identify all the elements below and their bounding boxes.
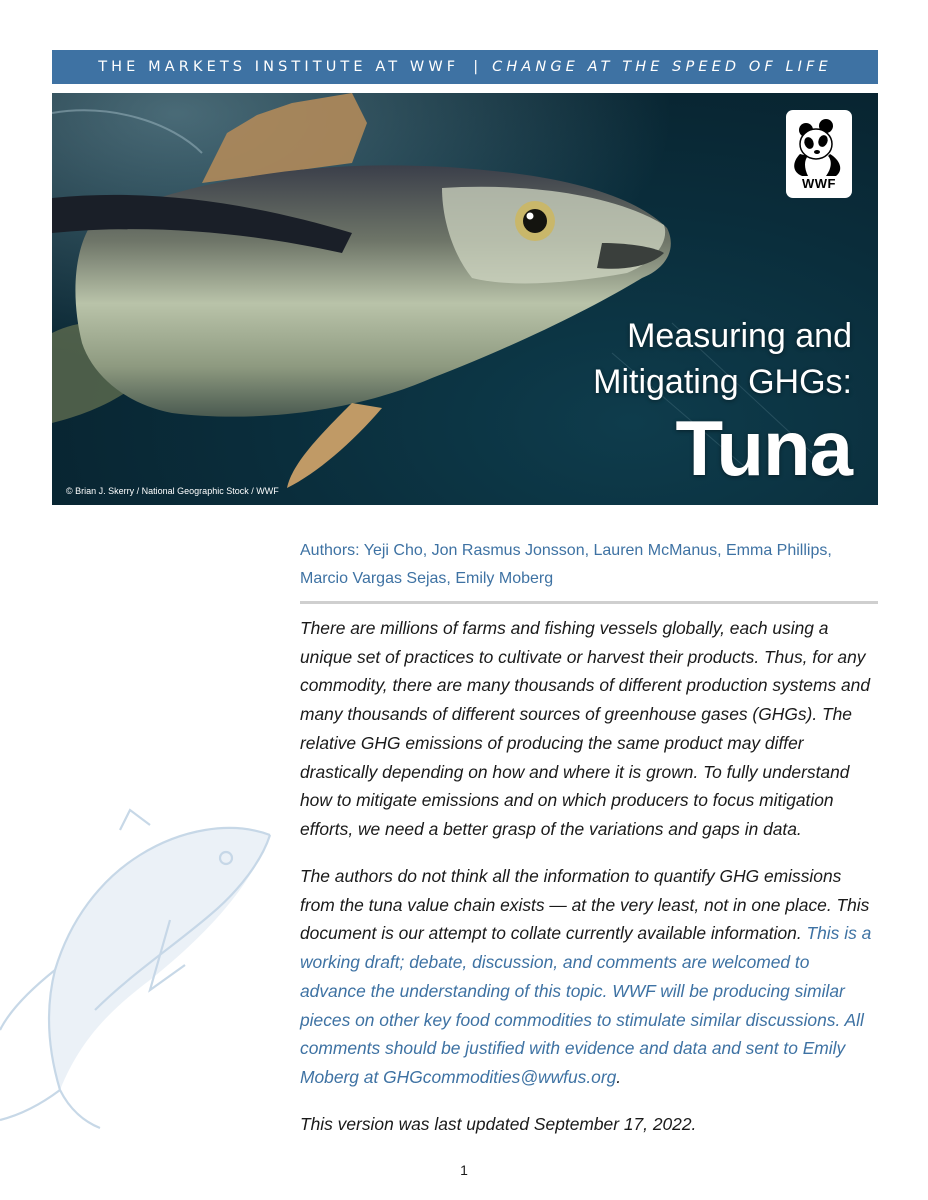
banner-tagline: CHANGE AT THE SPEED OF LIFE [492,59,832,75]
title-line-2: Mitigating GHGs: [593,363,852,401]
draft-note-end: . [616,1066,622,1087]
page-number: 1 [460,1162,468,1178]
tuna-watermark-icon [0,800,290,1130]
title-tuna: Tuna [675,404,852,492]
banner-separator: | [473,59,479,75]
wwf-logo-text: WWF [802,176,836,191]
paragraph-draft-note [300,862,878,1092]
banner-org: THE MARKETS INSTITUTE AT WWF [98,59,460,75]
divider-rule [300,601,878,604]
photo-credit: © Brian J. Skerry / National Geographic Stock / WWF [66,486,279,496]
title-line-1: Measuring and [627,317,852,355]
hero-image [52,93,878,505]
paragraph-intro: There are millions of farms and fishing vessels globally, each using a unique set of practices to cultivate or harvest their products. Thus, for any commodity, there are many thousands of different production systems and many thousands of different sources of greenhouse gases (GHGs). The relative GHG emissions of producing the same product may differ drastically depending on how and where it is grown. To fully understand how to mitigate emissions and on which producers to focus mitigation efforts, we need a better grasp of the variations and gaps in data. [300,618,870,839]
authors-line-1: Authors: Yeji Cho, Jon Rasmus Jonsson, Lauren McManus, Emma Phillips, [300,542,832,559]
authors-line-2: Marcio Vargas Sejas, Emily Moberg [300,570,554,587]
draft-note-highlight: This is a working draft; debate, discussion, and comments are welcomed to advance the understanding of this topic. WWF will be producing similar pieces on other key food commodities to stimulate similar discussions. All comments should be justified with evidence and data and sent to Emily Moberg at GHGcommodities@wwfus.org [300,923,872,1087]
header-banner [52,50,878,84]
last-updated: This version was last updated September 17, 2022. [300,1114,697,1134]
wwf-logo [786,110,852,198]
hero-title [593,313,852,492]
authors [300,537,878,593]
draft-note-text: The authors do not think all the information to quantify GHG emissions from the tuna value chain exists — at the very least, not in one place. This document is our attempt to collate currently available information. [300,866,870,944]
